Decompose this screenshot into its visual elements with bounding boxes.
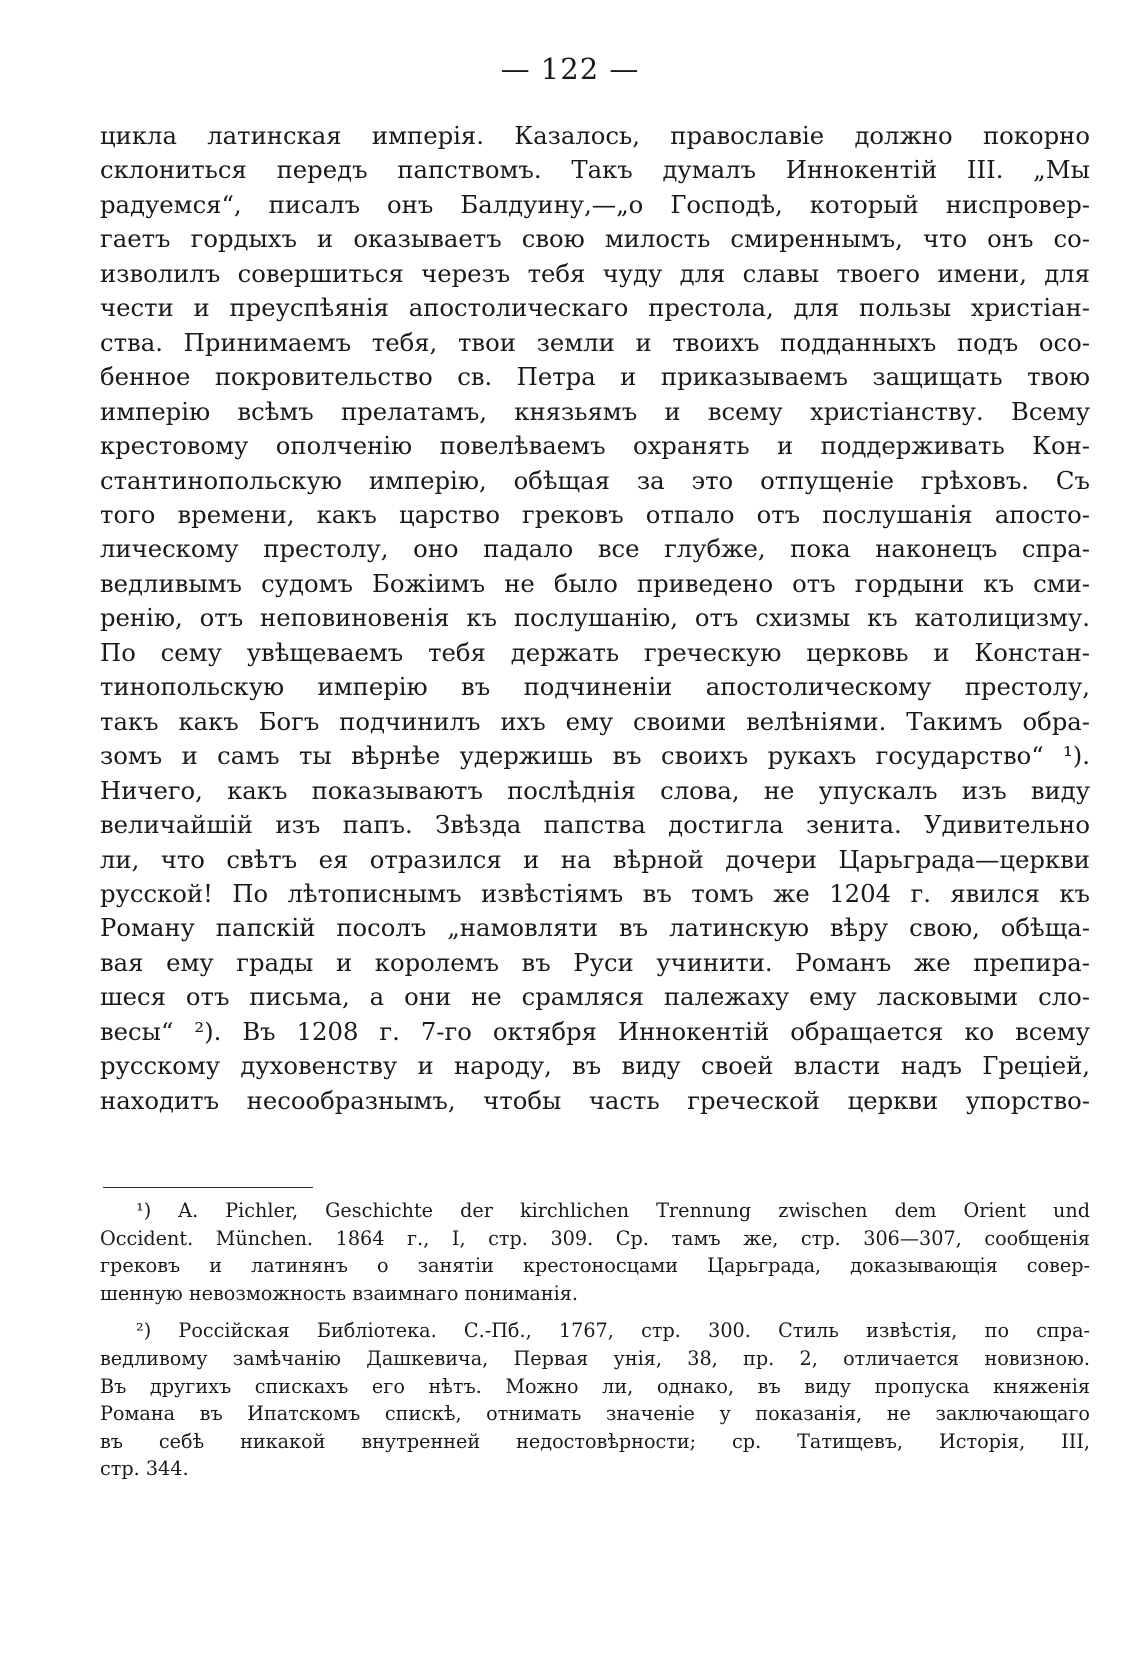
text-line: величайшій изъ папъ. Звѣзда папства достигла зенита. Удивительно <box>100 810 1090 840</box>
text-line: стантинопольскую имперію, обѣщая за это отпущеніе грѣховъ. Съ <box>100 465 1090 495</box>
page-number: — 122 — <box>500 52 640 86</box>
body-text <box>100 119 1090 1118</box>
footnote-separator <box>103 1187 313 1188</box>
footnote-line: ¹) A. Pichler, Geschichte der kirchlichen Trennung zwischen dem Orient und <box>136 1199 1090 1222</box>
text-line: русскому духовенству и народу, въ виду своей власти надъ Греціей, <box>100 1051 1090 1081</box>
text-line: бенное покровительство св. Петра и приказываемъ защищать твою <box>100 362 1090 392</box>
footnote-line: Романа въ Ипатскомъ спискѣ, отнимать значеніе у показанія, не заключающаго <box>100 1402 1090 1426</box>
footnote-line: ²) Россійская Библіотека. С.-Пб., 1767, стр. 300. Стиль извѣстія, по спра- <box>136 1319 1090 1343</box>
footnote-line: въ себѣ никакой внутренней недостовѣрности; ср. Татищевъ, Исторія, III, <box>100 1429 1090 1453</box>
text-line: вая ему грады и королемъ въ Руси учинити. Романъ же препира- <box>100 947 1090 977</box>
footnote-line: ведливому замѣчанію Дашкевича, Первая унія, 38, пр. 2, отличается новизною. <box>100 1346 1090 1370</box>
footnote-line: грековъ и латинянъ о занятіи крестоносцами Царьграда, доказывающія совер- <box>100 1254 1090 1278</box>
text-line: тинопольскую имперію въ подчиненіи апостолическому престолу, <box>100 672 1090 702</box>
text-line: имперію всѣмъ прелатамъ, князьямъ и всему христіанству. Всему <box>100 396 1090 426</box>
footnote-line: Въ другихъ спискахъ его нѣтъ. Можно ли, однако, въ виду пропуска княженія <box>100 1374 1090 1398</box>
text-line: радуемся“, писалъ онъ Балдуину,—„о Господѣ, который ниспровер- <box>100 189 1090 219</box>
text-line: цикла латинская имперія. Казалось, православіе должно покорно <box>100 121 1090 150</box>
footnote-line: шенную невозможность взаимнаго пониманія. <box>100 1281 578 1305</box>
footnotes <box>100 1197 1090 1483</box>
text-line: крестовому ополченію повелѣваемъ охранять и поддерживать Кон- <box>100 431 1090 461</box>
footnote-1 <box>100 1197 1090 1307</box>
text-line: По сему увѣщеваемъ тебя держать греческую церковь и Констан- <box>100 637 1090 667</box>
text-line: изволилъ совершиться черезъ тебя чуду для славы твоего имени, для <box>100 258 1090 288</box>
text-line: Роману папскій посолъ „намовляти въ латинскую вѣру свою, обѣща- <box>100 913 1090 943</box>
text-line: чести и преуспѣянія апостолическаго престола, для пользы христіан- <box>100 293 1090 323</box>
text-line: Ничего, какъ показываютъ послѣднія слова, не упускалъ изъ виду <box>100 775 1090 805</box>
text-line: ства. Принимаемъ тебя, твои земли и твоихъ подданныхъ подъ осо- <box>100 327 1090 357</box>
text-line: зомъ и самъ ты вѣрнѣе удержишь въ своихъ рукахъ государство“ ¹). <box>100 741 1090 771</box>
text-line: шеся отъ письма, а они не срамляся палежаху ему ласковыми сло- <box>100 982 1090 1012</box>
text-line: находитъ несообразнымъ, чтобы часть греческой церкви упорство- <box>100 1085 1090 1115</box>
footnote-line: стр. 344. <box>100 1457 189 1481</box>
text-line: ренію, отъ неповиновенія къ послушанію, отъ схизмы къ католицизму. <box>100 603 1090 633</box>
text-line: гаетъ гордыхъ и оказываетъ свою милость смиреннымъ, что онъ со- <box>100 224 1090 254</box>
text-line: весы“ ²). Въ 1208 г. 7-го октября Иннокентій обращается ко всему <box>100 1016 1090 1046</box>
text-line: склониться передъ папствомъ. Такъ думалъ Иннокентій III. „Мы <box>100 155 1090 185</box>
text-line: того времени, какъ царство грековъ отпало отъ послушанія апосто- <box>100 499 1090 529</box>
text-line: ведливымъ судомъ Божіимъ не было приведено отъ гордыни къ сми- <box>100 568 1090 598</box>
text-line: такъ какъ Богъ подчинилъ ихъ ему своими велѣніями. Такимъ обра- <box>100 706 1090 736</box>
footnote-2 <box>100 1317 1090 1483</box>
footnote-line: Occident. München. 1864 г., I, стр. 309. Ср. тамъ же, стр. 306—307, сообщенія <box>100 1226 1090 1250</box>
text-line: русской! По лѣтописнымъ извѣстіямъ въ томъ же 1204 г. явился къ <box>100 878 1090 908</box>
text-line: лическому престолу, оно падало все глубже, пока наконецъ спра- <box>100 534 1090 564</box>
text-line: ли, что свѣтъ ея отразился и на вѣрной дочери Царьграда—церкви <box>100 844 1090 874</box>
